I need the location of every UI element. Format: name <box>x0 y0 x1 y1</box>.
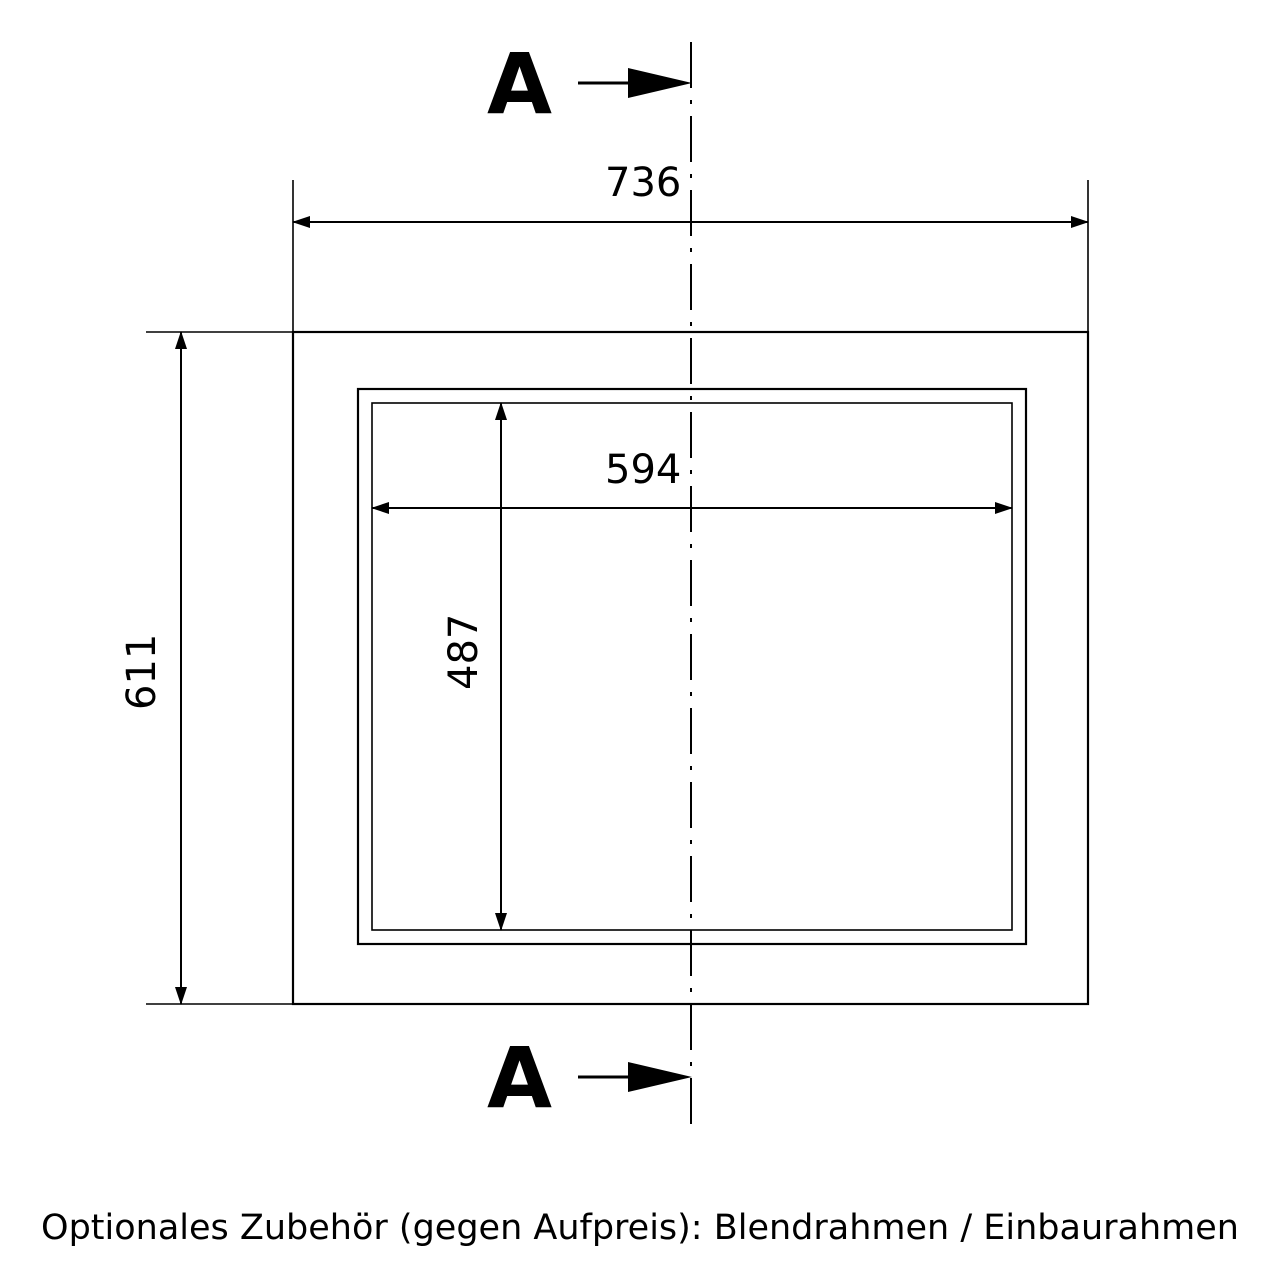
section-letter-bottom: A <box>487 1029 553 1127</box>
section-letter-top: A <box>487 35 553 133</box>
dimension-label-611: 611 <box>119 633 165 710</box>
dimension-outer-height <box>119 332 300 1004</box>
dimension-label-736: 736 <box>605 160 682 206</box>
drawing-caption: Optionales Zubehör (gegen Aufpreis): Blendrahmen / Einbaurahmen <box>41 1208 1239 1248</box>
section-mark-top <box>487 35 692 133</box>
dimension-label-594: 594 <box>605 447 682 493</box>
section-mark-bottom <box>487 1029 692 1127</box>
dimension-inner-height <box>441 403 501 930</box>
dimension-label-487: 487 <box>441 613 487 690</box>
